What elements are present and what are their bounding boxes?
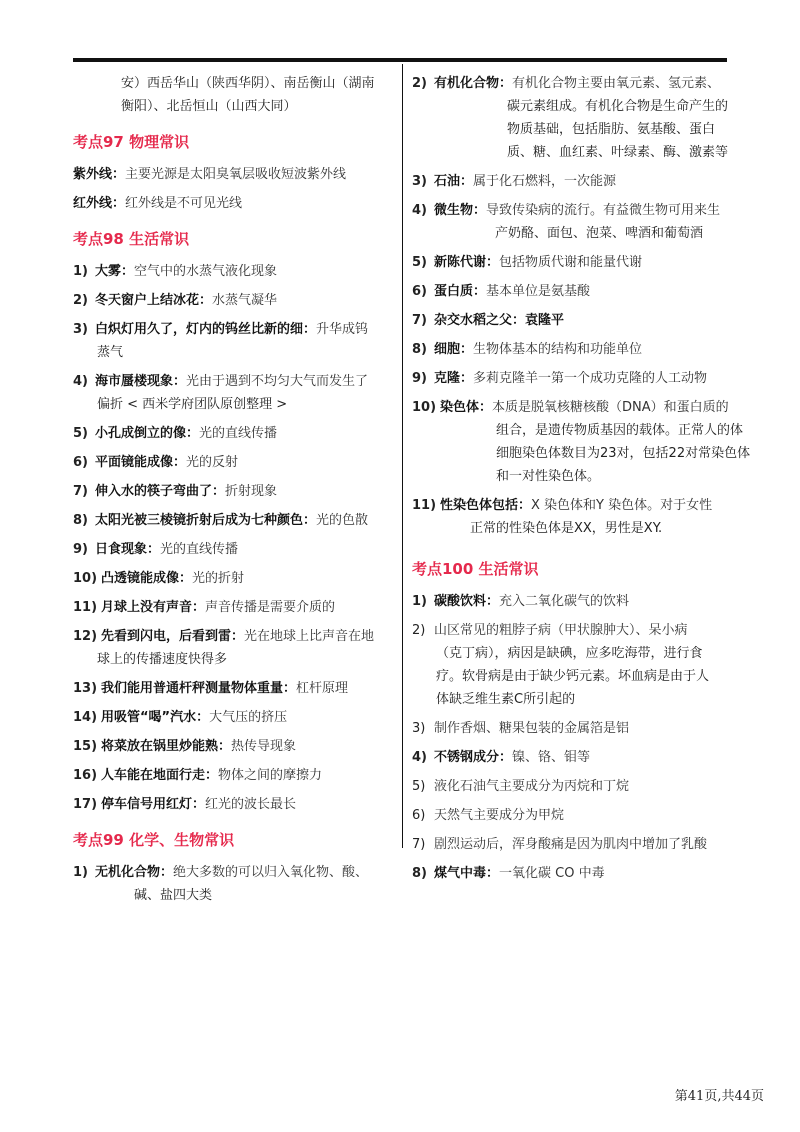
item-continuation: （克丁病），病因是缺碘，应多吃海带，进行食 bbox=[436, 646, 703, 661]
item-def: 折射现象 bbox=[225, 484, 278, 499]
item-number: 14) bbox=[73, 710, 98, 725]
list-item bbox=[73, 596, 391, 619]
item-def: 多莉克隆羊一第一个成功克隆的人工动物 bbox=[473, 371, 708, 386]
list-item bbox=[412, 72, 732, 95]
item-number: 10) bbox=[412, 400, 437, 415]
list-item bbox=[73, 567, 391, 590]
item-continuation: 和一对性染色体。 bbox=[496, 469, 601, 484]
list-item bbox=[412, 199, 732, 222]
item-def: 红光的波长最长 bbox=[205, 797, 297, 812]
item-term: 克隆： bbox=[434, 371, 474, 386]
item-continuation: 正常的性染色体是XX，男性是XY. bbox=[470, 521, 663, 536]
item-continuation: 细胞染色体数目为23对，包括22对常染色体 bbox=[496, 446, 751, 461]
item-term: 将菜放在锅里炒能熟： bbox=[101, 739, 232, 754]
list-item bbox=[412, 396, 732, 419]
item-def: 剧烈运动后，浑身酸痛是因为肌肉中增加了乳酸 bbox=[434, 837, 708, 852]
list-item bbox=[73, 625, 391, 648]
item-def: 制作香烟、糖果包装的金属箔是铝 bbox=[434, 721, 630, 736]
list-item bbox=[412, 717, 732, 740]
list-item bbox=[412, 619, 732, 642]
list-item bbox=[412, 862, 732, 885]
item-def: 天然气主要成分为甲烷 bbox=[434, 808, 565, 823]
list-item bbox=[73, 480, 391, 503]
item-term: 染色体： bbox=[440, 400, 493, 415]
item-def: X 染色体和Y 染色体。对于女性 bbox=[531, 498, 713, 513]
top-rule bbox=[73, 58, 727, 62]
item-number: 2) bbox=[412, 623, 426, 638]
item-def: 绝大多数的可以归入氧化物、酸、 bbox=[173, 865, 369, 880]
left-column bbox=[73, 72, 391, 907]
item-number: 7) bbox=[412, 837, 426, 852]
item-def: 光的反射 bbox=[186, 455, 239, 470]
item-number: 3) bbox=[412, 174, 427, 189]
item-number: 6) bbox=[412, 808, 426, 823]
item-term: 用吸管“喝”汽水： bbox=[101, 710, 210, 725]
item-def: 一氧化碳 CO 中毒 bbox=[499, 866, 605, 881]
item-number: 8) bbox=[412, 342, 427, 357]
item-def: 导致传染病的流行。有益微生物可用来生 bbox=[486, 203, 721, 218]
item-def: 袁隆平 bbox=[525, 313, 565, 328]
item-term: 性染色体包括： bbox=[440, 498, 532, 513]
item-continuation: 体缺乏维生素C所引起的 bbox=[436, 692, 576, 707]
item-number: 5) bbox=[73, 426, 88, 441]
item-term: 不锈钢成分： bbox=[434, 750, 513, 765]
item-number: 4) bbox=[412, 203, 427, 218]
item-number: 2) bbox=[73, 293, 88, 308]
item-term: 停车信号用红灯： bbox=[101, 797, 206, 812]
item-def: 本质是脱氧核糖核酸（DNA）和蛋白质的 bbox=[492, 400, 729, 415]
item-term: 伸入水的筷子弯曲了： bbox=[95, 484, 226, 499]
item-number: 2) bbox=[412, 76, 427, 91]
item-def: 大气压的挤压 bbox=[209, 710, 288, 725]
item-number: 5) bbox=[412, 779, 426, 794]
list-item bbox=[73, 677, 391, 700]
item-term: 大雾： bbox=[95, 264, 135, 279]
ir-def: 红外线是不可见光线 bbox=[125, 196, 243, 211]
list-item bbox=[73, 422, 391, 445]
item-number: 11) bbox=[73, 600, 98, 615]
item-continuation: 碱、盐四大类 bbox=[134, 888, 213, 903]
list-item bbox=[412, 833, 732, 856]
list-item bbox=[412, 775, 732, 798]
item-term: 小孔成倒立的像： bbox=[95, 426, 200, 441]
ir-line bbox=[73, 192, 391, 215]
item-def: 属于化石燃料，一次能源 bbox=[473, 174, 617, 189]
uv-def: 主要光源是太阳臭氧层吸收短波紫外线 bbox=[125, 167, 347, 182]
item-def: 光的色散 bbox=[316, 513, 369, 528]
page-number: 第41页,共44页 bbox=[674, 1089, 764, 1104]
list-item bbox=[412, 280, 732, 303]
item-continuation: 疗。软骨病是由于缺少钙元素。坏血病是由于人 bbox=[436, 669, 710, 684]
heading-97: 考点97 物理常识 bbox=[73, 133, 190, 151]
item-continuation: 碳元素组成。有机化合物是生命产生的 bbox=[507, 99, 729, 114]
list-item bbox=[73, 764, 391, 787]
item-def: 镍、铬、钼等 bbox=[512, 750, 591, 765]
item-def: 光的直线传播 bbox=[199, 426, 278, 441]
item-term: 微生物： bbox=[434, 203, 487, 218]
item-term: 细胞： bbox=[434, 342, 474, 357]
ir-term: 红外线： bbox=[73, 196, 126, 211]
item-term: 石油： bbox=[434, 174, 474, 189]
intro-line-1: 安）西岳华山（陕西华阴）、南岳衡山（湖南 bbox=[121, 76, 375, 91]
item-term: 有机化合物： bbox=[434, 76, 513, 91]
item-term: 先看到闪电，后看到雷： bbox=[101, 629, 245, 644]
item-term: 白炽灯用久了，灯内的钨丝比新的细： bbox=[95, 322, 317, 337]
item-number: 1) bbox=[412, 594, 427, 609]
item-def: 声音传播是需要介质的 bbox=[205, 600, 336, 615]
item-number: 1) bbox=[73, 264, 88, 279]
item-term: 新陈代谢： bbox=[434, 255, 500, 270]
list-item bbox=[412, 804, 732, 827]
list-item bbox=[412, 309, 732, 332]
item-def: 升华成钨 bbox=[316, 322, 369, 337]
list-item bbox=[73, 509, 391, 532]
item-term: 煤气中毒： bbox=[434, 866, 500, 881]
item-continuation: 偏折 < 西米学府团队原创整理 > bbox=[97, 397, 288, 412]
item-continuation: 质、糖、血红素、叶绿素、酶、激素等 bbox=[507, 145, 729, 160]
item-term: 凸透镜能成像： bbox=[101, 571, 193, 586]
item-term: 日食现象： bbox=[95, 542, 161, 557]
item-number: 4) bbox=[412, 750, 427, 765]
item-def: 有机化合物主要由氧元素、氢元素、 bbox=[512, 76, 721, 91]
item-def: 热传导现象 bbox=[231, 739, 297, 754]
item-number: 1) bbox=[73, 865, 88, 880]
right-column bbox=[412, 72, 751, 885]
item-number: 6) bbox=[73, 455, 88, 470]
item-def: 空气中的水蒸气液化现象 bbox=[134, 264, 278, 279]
item-term: 碳酸饮料： bbox=[434, 594, 500, 609]
item-number: 13) bbox=[73, 681, 98, 696]
item-number: 4) bbox=[73, 374, 88, 389]
item-number: 10) bbox=[73, 571, 98, 586]
item-def: 山区常见的粗脖子病（甲状腺肿大）、呆小病 bbox=[434, 623, 688, 638]
item-continuation: 物质基础，包括脂肪、氨基酸、蛋白 bbox=[507, 122, 716, 137]
item-def: 物体之间的摩擦力 bbox=[218, 768, 323, 783]
item-def: 充入二氧化碳气的饮料 bbox=[499, 594, 630, 609]
list-item bbox=[73, 260, 391, 283]
list-item bbox=[73, 289, 391, 312]
heading-99: 考点99 化学、生物常识 bbox=[73, 831, 235, 849]
item-def: 杠杆原理 bbox=[296, 681, 349, 696]
list-item bbox=[73, 318, 391, 341]
item-def: 水蒸气凝华 bbox=[212, 293, 278, 308]
item-continuation: 产奶酪、面包、泡菜、啤酒和葡萄酒 bbox=[495, 226, 704, 241]
list-item bbox=[73, 370, 391, 393]
item-number: 15) bbox=[73, 739, 98, 754]
item-term: 杂交水稻之父： bbox=[434, 313, 526, 328]
item-def: 光由于遇到不均匀大气而发生了 bbox=[186, 374, 369, 389]
item-number: 8) bbox=[412, 866, 427, 881]
heading-98: 考点98 生活常识 bbox=[73, 230, 190, 248]
item-term: 无机化合物： bbox=[95, 865, 174, 880]
list-item bbox=[412, 338, 732, 361]
item-continuation: 球上的传播速度快得多 bbox=[97, 652, 228, 667]
item-number: 16) bbox=[73, 768, 98, 783]
item-term: 蛋白质： bbox=[434, 284, 487, 299]
item-number: 6) bbox=[412, 284, 427, 299]
item-continuation: 蒸气 bbox=[97, 345, 124, 360]
list-item bbox=[412, 494, 732, 517]
item-term: 海市蜃楼现象： bbox=[95, 374, 187, 389]
item-number: 5) bbox=[412, 255, 427, 270]
list-item bbox=[73, 706, 391, 729]
item-number: 7) bbox=[412, 313, 427, 328]
uv-term: 紫外线： bbox=[73, 167, 126, 182]
item-def: 光的折射 bbox=[192, 571, 245, 586]
item-def: 基本单位是氨基酸 bbox=[486, 284, 591, 299]
item-def: 光在地球上比声音在地 bbox=[244, 629, 375, 644]
list-item bbox=[73, 861, 391, 884]
list-item bbox=[73, 538, 391, 561]
list-item bbox=[73, 451, 391, 474]
item-term: 月球上没有声音： bbox=[101, 600, 206, 615]
item-continuation: 组合，是遗传物质基因的载体。正常人的体 bbox=[496, 423, 744, 438]
item-number: 9) bbox=[73, 542, 88, 557]
item-number: 7) bbox=[73, 484, 88, 499]
item-def: 生物体基本的结构和功能单位 bbox=[473, 342, 643, 357]
item-term: 我们能用普通杆秤测量物体重量： bbox=[101, 681, 297, 696]
list-item bbox=[412, 170, 732, 193]
list-item bbox=[412, 251, 732, 274]
item-def: 包括物质代谢和能量代谢 bbox=[499, 255, 643, 270]
list-item bbox=[412, 367, 732, 390]
item-number: 3) bbox=[412, 721, 426, 736]
column-divider bbox=[402, 64, 403, 848]
intro-line-2: 衡阳）、北岳恒山（山西大同） bbox=[121, 99, 297, 114]
item-term: 平面镜能成像： bbox=[95, 455, 187, 470]
item-number: 9) bbox=[412, 371, 427, 386]
list-item bbox=[73, 735, 391, 758]
item-number: 11) bbox=[412, 498, 437, 513]
list-item bbox=[412, 746, 732, 769]
item-number: 17) bbox=[73, 797, 98, 812]
item-term: 人车能在地面行走： bbox=[101, 768, 219, 783]
item-def: 液化石油气主要成分为丙烷和丁烷 bbox=[434, 779, 630, 794]
list-item bbox=[73, 793, 391, 816]
list-item bbox=[412, 590, 732, 613]
item-number: 12) bbox=[73, 629, 98, 644]
item-number: 8) bbox=[73, 513, 88, 528]
item-term: 太阳光被三棱镜折射后成为七种颜色： bbox=[95, 513, 317, 528]
item-def: 光的直线传播 bbox=[160, 542, 239, 557]
uv-line bbox=[73, 163, 391, 186]
item-number: 3) bbox=[73, 322, 88, 337]
item-term: 冬天窗户上结冰花： bbox=[95, 293, 213, 308]
heading-100: 考点100 生活常识 bbox=[412, 560, 539, 578]
